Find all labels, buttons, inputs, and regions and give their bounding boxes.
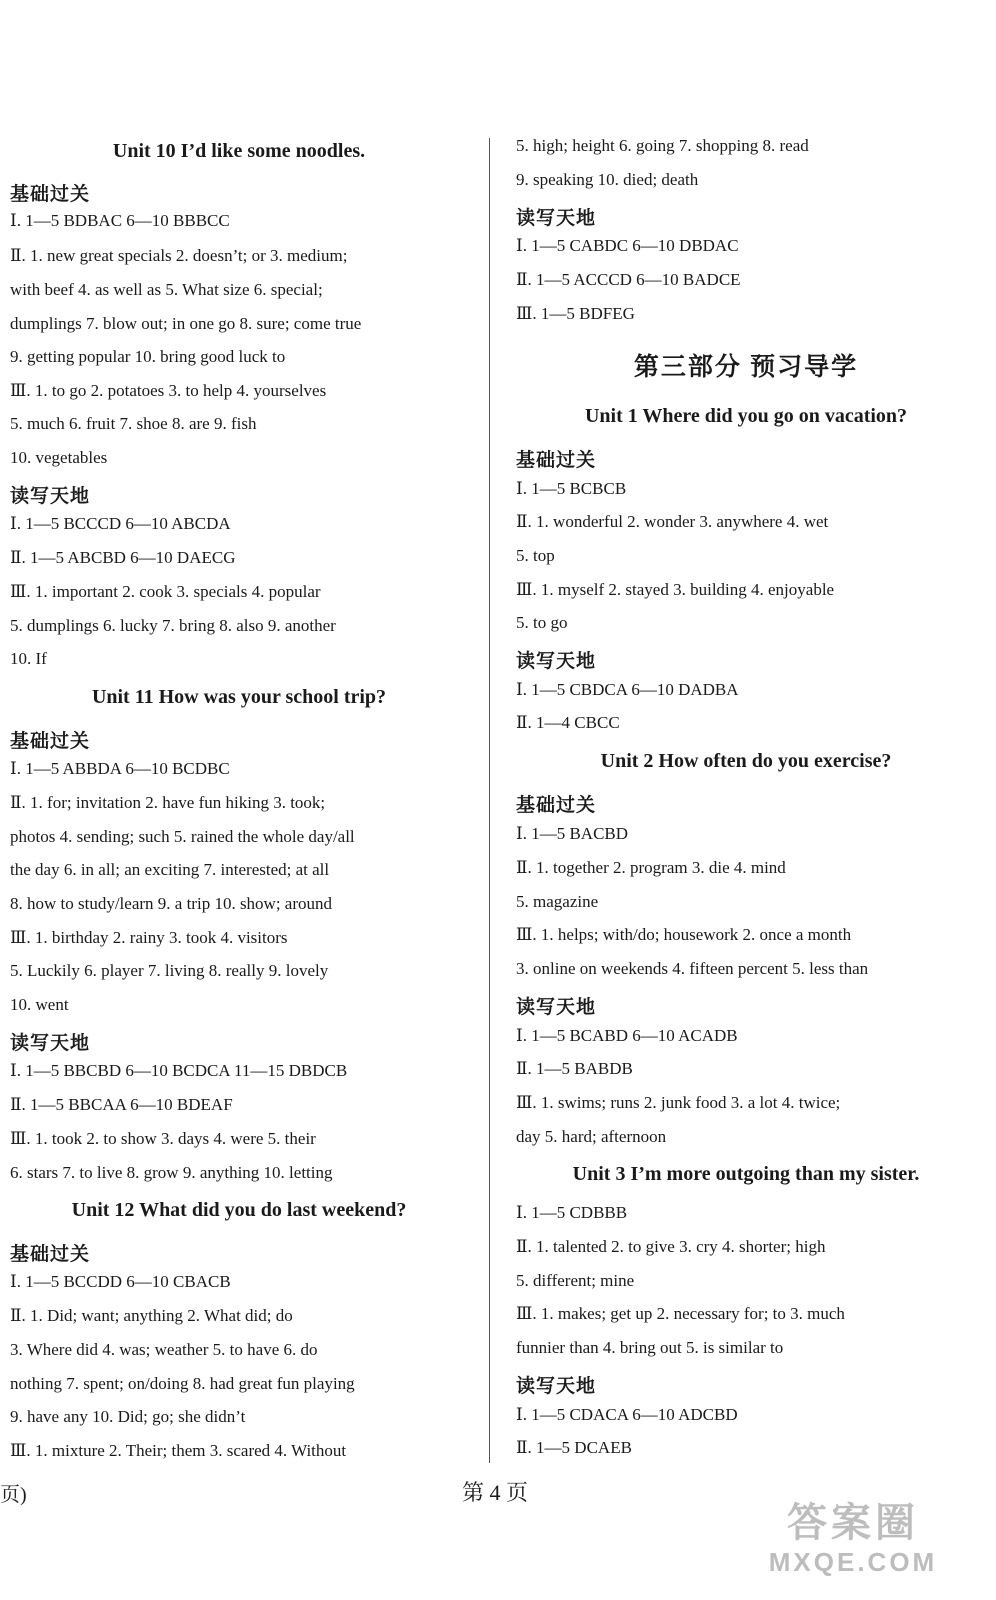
unit11-section-reading: 读写天地 xyxy=(10,1033,91,1054)
answer-line: Ⅲ. 1. helps; with/do; housework 2. once a month xyxy=(516,925,852,944)
answer-line: funnier than 4. bring out 5. is similar to xyxy=(516,1338,784,1357)
answer-line: Ⅰ. 1—5 BCBCB xyxy=(516,479,627,498)
answer-line: 5. magazine xyxy=(516,892,599,911)
answer-line: Ⅱ. 1—5 ABCBD 6—10 DAECG xyxy=(10,548,236,567)
answer-line: 9. have any 10. Did; go; she didn’t xyxy=(10,1407,246,1426)
column-divider xyxy=(489,138,490,1463)
answer-line: nothing 7. spent; on/doing 8. had great fun playing xyxy=(10,1374,355,1393)
answer-line: with beef 4. as well as 5. What size 6. special; xyxy=(10,280,323,299)
part-title: 第三部分 预习导学 xyxy=(633,354,859,381)
answer-line: Ⅲ. 1. important 2. cook 3. specials 4. popular xyxy=(10,582,321,601)
answer-line: 3. Where did 4. was; weather 5. to have 6. do xyxy=(10,1340,318,1359)
answer-line: Ⅰ. 1—5 CABDC 6—10 DBDAC xyxy=(516,236,739,255)
answer-line: 5. Luckily 6. player 7. living 8. really 9. lovely xyxy=(10,961,329,980)
answer-line: 9. speaking 10. died; death xyxy=(516,170,699,189)
answer-line: Ⅱ. 1—5 BABDB xyxy=(516,1059,633,1078)
top-section-reading: 读写天地 xyxy=(516,208,597,229)
answer-line: 9. getting popular 10. bring good luck to xyxy=(10,347,286,366)
answer-line: Ⅱ. 1. together 2. program 3. die 4. mind xyxy=(516,858,786,877)
answer-line: Ⅰ. 1—5 BCCCD 6—10 ABCDA xyxy=(10,514,231,533)
unit10-title: Unit 10 I’d like some noodles. xyxy=(112,140,366,162)
answer-line: Ⅱ. 1. Did; want; anything 2. What did; do xyxy=(10,1306,293,1325)
unit1-section-basic: 基础过关 xyxy=(516,450,597,471)
answer-line: Ⅱ. 1. for; invitation 2. have fun hiking 3. took; xyxy=(10,793,326,812)
answer-line: 5. high; height 6. going 7. shopping 8. read xyxy=(516,136,809,155)
answer-line: Ⅰ. 1—5 BCABD 6—10 ACADB xyxy=(516,1026,738,1045)
footer-left-fragment: 页) xyxy=(0,1484,27,1506)
answer-line: day 5. hard; afternoon xyxy=(516,1127,667,1146)
answer-line: 8. how to study/learn 9. a trip 10. show; around xyxy=(10,894,333,913)
answer-line: Ⅰ. 1—5 CDBBB xyxy=(516,1203,628,1222)
unit12-title: Unit 12 What did you do last weekend? xyxy=(71,1199,407,1221)
page-number: 第 4 页 xyxy=(462,1480,529,1505)
answer-line: 10. vegetables xyxy=(10,448,108,467)
answer-line: Ⅰ. 1—5 BDBAC 6—10 BBBCC xyxy=(10,211,230,230)
unit3-title: Unit 3 I’m more outgoing than my sister. xyxy=(572,1163,920,1185)
answer-line: 6. stars 7. to live 8. grow 9. anything 10. letting xyxy=(10,1163,333,1182)
unit10-section-reading: 读写天地 xyxy=(10,486,91,507)
answer-line: Ⅲ. 1. took 2. to show 3. days 4. were 5. their xyxy=(10,1129,316,1148)
answer-line: Ⅱ. 1—5 ACCCD 6—10 BADCE xyxy=(516,270,741,289)
watermark-logo xyxy=(728,1500,978,1592)
answer-line: Ⅰ. 1—5 ABBDA 6—10 BCDBC xyxy=(10,759,230,778)
answer-line: Ⅰ. 1—5 CBDCA 6—10 DADBA xyxy=(516,680,739,699)
answer-line: 10. went xyxy=(10,995,69,1014)
unit11-section-basic: 基础过关 xyxy=(10,731,91,752)
answer-line: Ⅰ. 1—5 CDACA 6—10 ADCBD xyxy=(516,1405,738,1424)
answer-line: 5. to go xyxy=(516,613,568,632)
unit2-section-reading: 读写天地 xyxy=(516,997,597,1018)
answer-line: dumplings 7. blow out; in one go 8. sure; come true xyxy=(10,314,362,333)
unit12-section-basic: 基础过关 xyxy=(10,1244,91,1265)
answer-line: 5. much 6. fruit 7. shoe 8. are 9. fish xyxy=(10,414,257,433)
answer-line: Ⅱ. 1—5 BBCAA 6—10 BDEAF xyxy=(10,1095,233,1114)
answer-line: Ⅲ. 1. myself 2. stayed 3. building 4. enjoyable xyxy=(516,580,835,599)
answer-line: 3. online on weekends 4. fifteen percent 5. less than xyxy=(516,959,869,978)
answer-line: 5. top xyxy=(516,546,555,565)
unit1-title: Unit 1 Where did you go on vacation? xyxy=(584,405,908,427)
answer-line: the day 6. in all; an exciting 7. interested; at all xyxy=(10,860,330,879)
unit11-title: Unit 11 How was your school trip? xyxy=(91,686,387,708)
answer-line: Ⅲ. 1. swims; runs 2. junk food 3. a lot 4. twice; xyxy=(516,1093,841,1112)
answer-line: Ⅰ. 1—5 BCCDD 6—10 CBACB xyxy=(10,1272,231,1291)
answer-line: Ⅱ. 1. wonderful 2. wonder 3. anywhere 4. wet xyxy=(516,512,829,531)
answer-line: Ⅲ. 1. birthday 2. rainy 3. took 4. visitors xyxy=(10,928,288,947)
watermark-top: 答案圈 xyxy=(787,1501,919,1545)
unit1-section-reading: 读写天地 xyxy=(516,651,597,672)
answer-line: 10. If xyxy=(10,649,47,668)
answer-line: Ⅱ. 1. talented 2. to give 3. cry 4. shorter; high xyxy=(516,1237,826,1256)
answer-line: Ⅰ. 1—5 BACBD xyxy=(516,824,629,843)
answer-line: Ⅲ. 1. makes; get up 2. necessary for; to 3. much xyxy=(516,1304,845,1323)
answer-line: Ⅲ. 1. to go 2. potatoes 3. to help 4. yourselves xyxy=(10,381,327,400)
answer-line: Ⅲ. 1. mixture 2. Their; them 3. scared 4. Without xyxy=(10,1441,347,1460)
unit2-title: Unit 2 How often do you exercise? xyxy=(600,750,892,772)
answer-line: photos 4. sending; such 5. rained the whole day/all xyxy=(10,827,355,846)
answer-line: Ⅲ. 1—5 BDFEG xyxy=(516,304,635,323)
answer-line: 5. dumplings 6. lucky 7. bring 8. also 9. another xyxy=(10,616,336,635)
answer-line: 5. different; mine xyxy=(516,1271,635,1290)
answer-line: Ⅱ. 1—4 CBCC xyxy=(516,713,620,732)
answer-line: Ⅰ. 1—5 BBCBD 6—10 BCDCA 11—15 DBDCB xyxy=(10,1061,348,1080)
answer-line: Ⅱ. 1. new great specials 2. doesn’t; or 3. medium; xyxy=(10,246,348,265)
unit3-section-reading: 读写天地 xyxy=(516,1376,597,1397)
watermark-bottom: MXQE.COM xyxy=(768,1547,938,1577)
answer-line: Ⅱ. 1—5 DCAEB xyxy=(516,1438,632,1457)
unit10-section-basic: 基础过关 xyxy=(10,184,91,205)
unit2-section-basic: 基础过关 xyxy=(516,795,597,816)
